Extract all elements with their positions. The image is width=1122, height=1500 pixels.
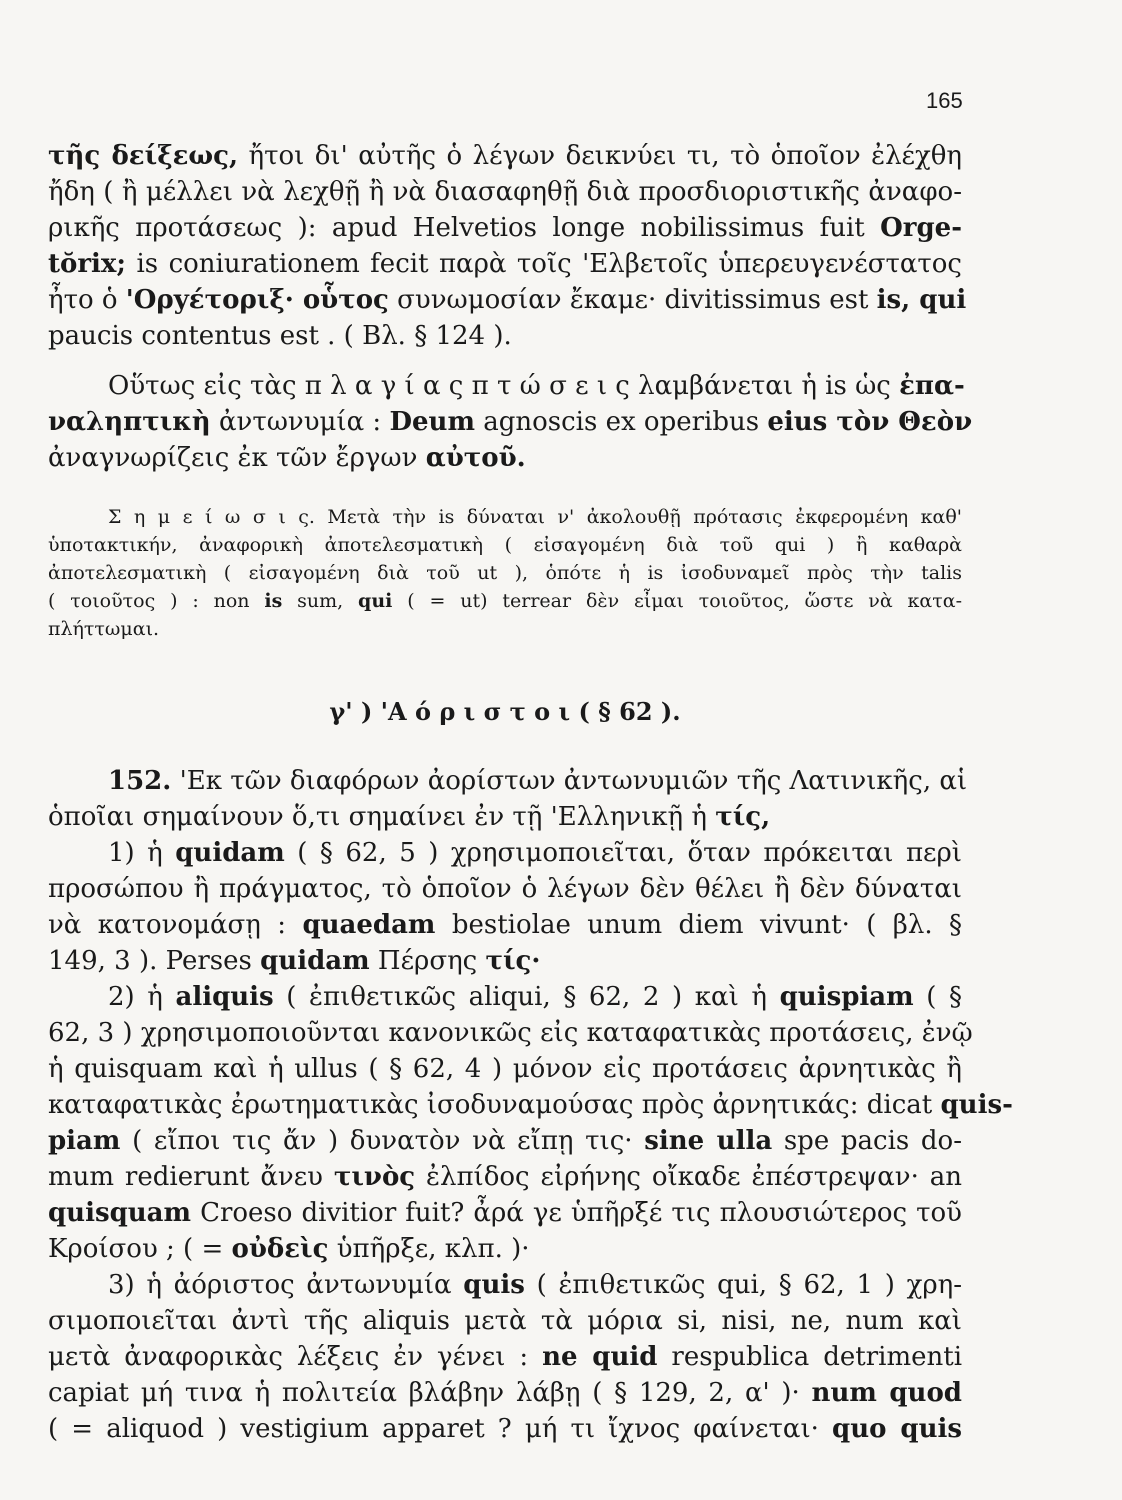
text-line: ὁποῖαι σημαίνουν ὅ,τι σημαίνει ἐν τῇ 'Ελληνικῇ ἡ τίς, <box>48 802 771 832</box>
paragraph-3 <box>48 763 1013 1447</box>
text-line: paucis contentus est . ( Βλ. § 124 ). <box>48 321 512 351</box>
text-line: ἡ quisquam καὶ ἡ ullus ( § 62, 4 ) μόνον εἰς προτάσεις ἀρνητικὰς ἢ <box>48 1054 962 1084</box>
text-line: σιμοποιεῖται ἀντὶ τῆς aliquis μετὰ τὰ μόρια si, nisi, ne, num καὶ <box>48 1306 962 1336</box>
text-line: Κροίσου ; ( = οὐδεὶς ὑπῆρξε, κλπ. )· <box>48 1234 530 1264</box>
text-line: ὑποτακτικήν, ἀναφορικὴ ἀποτελεσματικὴ ( εἰσαγομένη διὰ τοῦ qui ) ἢ καθαρὰ <box>48 534 962 556</box>
text-line: Οὕτως εἰς τὰς π λ α γ ί α ς π τ ώ σ ε ι ς λαμβάνεται ἡ is ὡς ἐπα- <box>108 371 965 401</box>
text-line: πλήττωμαι. <box>48 618 160 640</box>
text-line: ρικῆς προτάσεως ): apud Helvetios longe nobilissimus fuit Orge- <box>48 213 962 243</box>
text-line: νὰ κατονομάσῃ : quaedam bestiolae unum diem vivunt· ( βλ. § <box>48 910 962 940</box>
text-line: 149, 3 ). Perses quidam Πέρσης τίς· <box>48 946 541 976</box>
text-line: 1) ἡ quidam ( § 62, 5 ) χρησιμοποιεῖται, ὅταν πρόκειται περὶ <box>108 838 962 868</box>
text-line: μετὰ ἀναφορικὰς λέξεις ἐν γένει : ne quid respublica detrimenti <box>48 1342 963 1372</box>
text-line: καταφατικὰς ἐρωτηματικὰς ἰσοδυναμούσας πρὸς ἀρνητικάς: dicat quis- <box>48 1090 1013 1120</box>
text-line: ἀναγνωρίζεις ἐκ τῶν ἔργων αὐτοῦ. <box>48 443 526 473</box>
paragraph-2 <box>48 368 973 476</box>
text-line: ναληπτικὴ ἀντωνυμία : Deum agnoscis ex operibus eius τὸν Θεὸν <box>48 407 973 437</box>
text-line: 152. 'Εκ τῶν διαφόρων ἀορίστων ἀντωνυμιῶν τῆς Λατινικῆς, αἱ <box>108 766 968 796</box>
text-line: 2) ἡ aliquis ( ἐπιθετικῶς aliqui, § 62, 2 ) καὶ ἡ quispiam ( § <box>108 982 962 1012</box>
text-line: Σ η μ ε ί ω σ ι ς. Μετὰ τὴν is δύναται ν' ἀκολουθῇ πρότασις ἐκφερομένη καθ' <box>108 506 962 528</box>
text-line: mum redierunt ἄνευ τινὸς ἐλπίδος εἰρήνης οἴκαδε ἐπέστρεψαν· an <box>48 1162 962 1192</box>
text-line: tŏrix; is coniurationem fecit παρὰ τοῖς 'Ελβετοῖς ὑπερευγενέστατος <box>48 249 962 279</box>
text-line: προσώπου ἢ πράγματος, τὸ ὁποῖον ὁ λέγων δὲν θέλει ἢ δὲν δύναται <box>48 874 962 904</box>
text-line: ( = aliquod ) vestigium apparet ? μή τι ἴχνος φαίνεται· quo quis <box>48 1414 962 1444</box>
text-line: τῆς δείξεως, ἤτοι δι' αὐτῆς ὁ λέγων δεικνύει τι, τὸ ὁποῖον ἐλέχθη <box>48 141 963 171</box>
text-line: ἀποτελεσματικὴ ( εἰσαγομένη διὰ τοῦ ut ), ὁπότε ἡ is ἰσοδυναμεῖ πρὸς τὴν talis <box>48 562 962 584</box>
page-number: 165 <box>926 88 963 113</box>
text-line: piam ( εἴποι τις ἄν ) δυνατὸν νὰ εἴπῃ τις· sine ulla spe pacis do- <box>48 1126 962 1156</box>
text-line: quisquam Croeso divitior fuit? ἆρά γε ὑπῆρξέ τις πλουσιώτερος τοῦ <box>48 1198 962 1228</box>
text-line: 3) ἡ ἀόριστος ἀντωνυμία quis ( ἐπιθετικῶς qui, § 62, 1 ) χρη- <box>108 1270 962 1300</box>
text-line: ( τοιοῦτος ) : non is sum, qui ( = ut) terrear δὲν εἶμαι τοιοῦτος, ὥστε νὰ κατα- <box>48 590 962 612</box>
note-paragraph <box>48 503 962 643</box>
text-line: ἤδη ( ἢ μέλλει νὰ λεχθῇ ἢ νὰ διασαφηθῇ διὰ προσδιοριστικῆς ἀναφο- <box>48 177 962 207</box>
text-line: 62, 3 ) χρησιμοποιοῦνται κανονικῶς εἰς καταφατικὰς προτάσεις, ἐνῷ <box>48 1018 973 1048</box>
section-heading: γ' ) 'Α ό ρ ι σ τ ο ι ( § 62 ). <box>329 697 681 726</box>
text-line: capiat μή τινα ἡ πολιτεία βλάβην λάβῃ ( § 129, 2, α' )· num quod <box>48 1378 962 1408</box>
paragraph-1 <box>48 138 967 354</box>
text-line: ἦτο ὁ 'Ορyέτοριξ· οὗτος συνωμοσίαν ἔκαμε· divitissimus est is, qui <box>48 285 967 315</box>
